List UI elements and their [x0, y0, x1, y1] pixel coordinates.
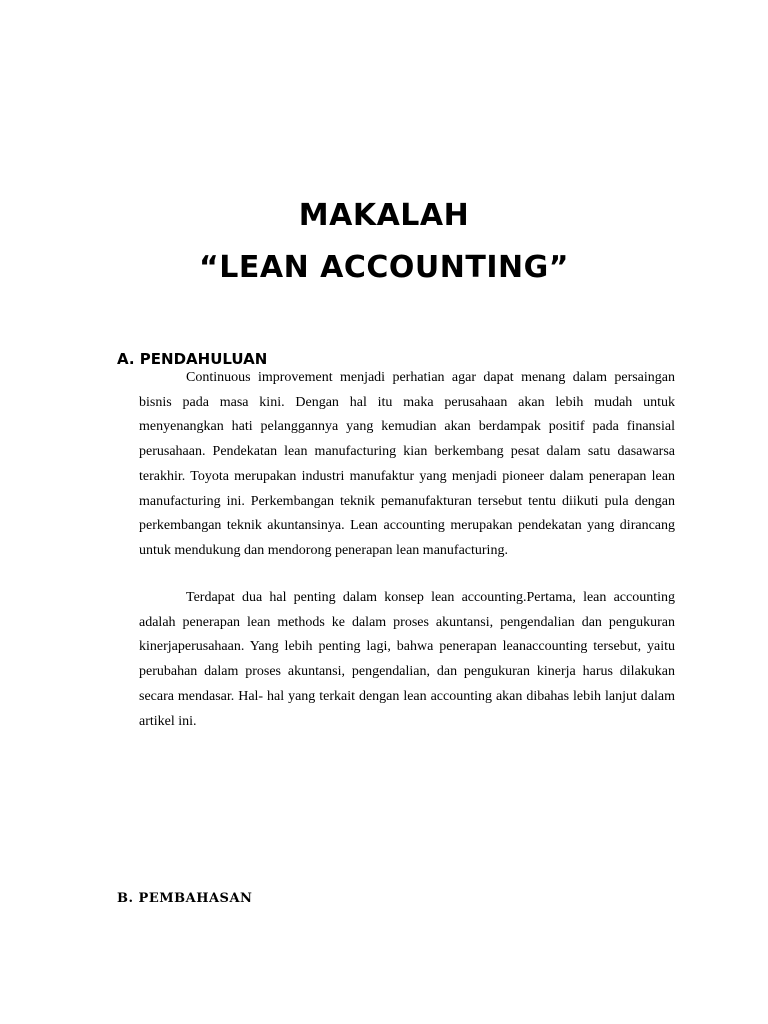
section-a-heading: A. PENDAHULUAN	[117, 350, 268, 368]
section-a-paragraph-1	[139, 366, 675, 564]
paragraph-text: Continuous improvement menjadi perhatian agar dapat menang dalam persaingan bisnis pada masa kini. Dengan hal itu maka perusahaan akan lebih mudah untuk menyenangkan hati pelanggannya yang kemudian akan berdampak positif pada finansial perusahaan. Pendekatan lean manufacturing kian berkembang pesat dalam satu dasawarsa terakhir. Toyota merupakan industri manufaktur yang menjadi pioneer dalam penerapan lean manufacturing ini. Perkembangan teknik pemanufakturan tersebut tentu diikuti pula dengan perkembangan teknik akuntansinya. Lean accounting merupakan pendekatan yang dirancang untuk mendukung dan mendorong penerapan lean manufacturing.	[139, 370, 675, 558]
document-title: MAKALAH	[298, 198, 470, 233]
section-b-heading: B. PEMBAHASAN	[117, 891, 253, 906]
document-subtitle: “LEAN ACCOUNTING”	[199, 250, 569, 285]
section-a-paragraph-2	[139, 586, 675, 734]
paragraph-text: Terdapat dua hal penting dalam konsep lean accounting.Pertama, lean accounting adalah penerapan lean methods ke dalam proses akuntansi, pengendalian dan pengukuran kinerjaperusahaan. Yang lebih penting lagi, bahwa penerapan leanaccounting tersebut, yaitu perubahan dalam proses akuntansi, pengendalian, dan pengukuran kinerja harus dilakukan secara mendasar. Hal- hal yang terkait dengan lean accounting akan dibahas lebih lanjut dalam artikel ini.	[139, 590, 675, 729]
